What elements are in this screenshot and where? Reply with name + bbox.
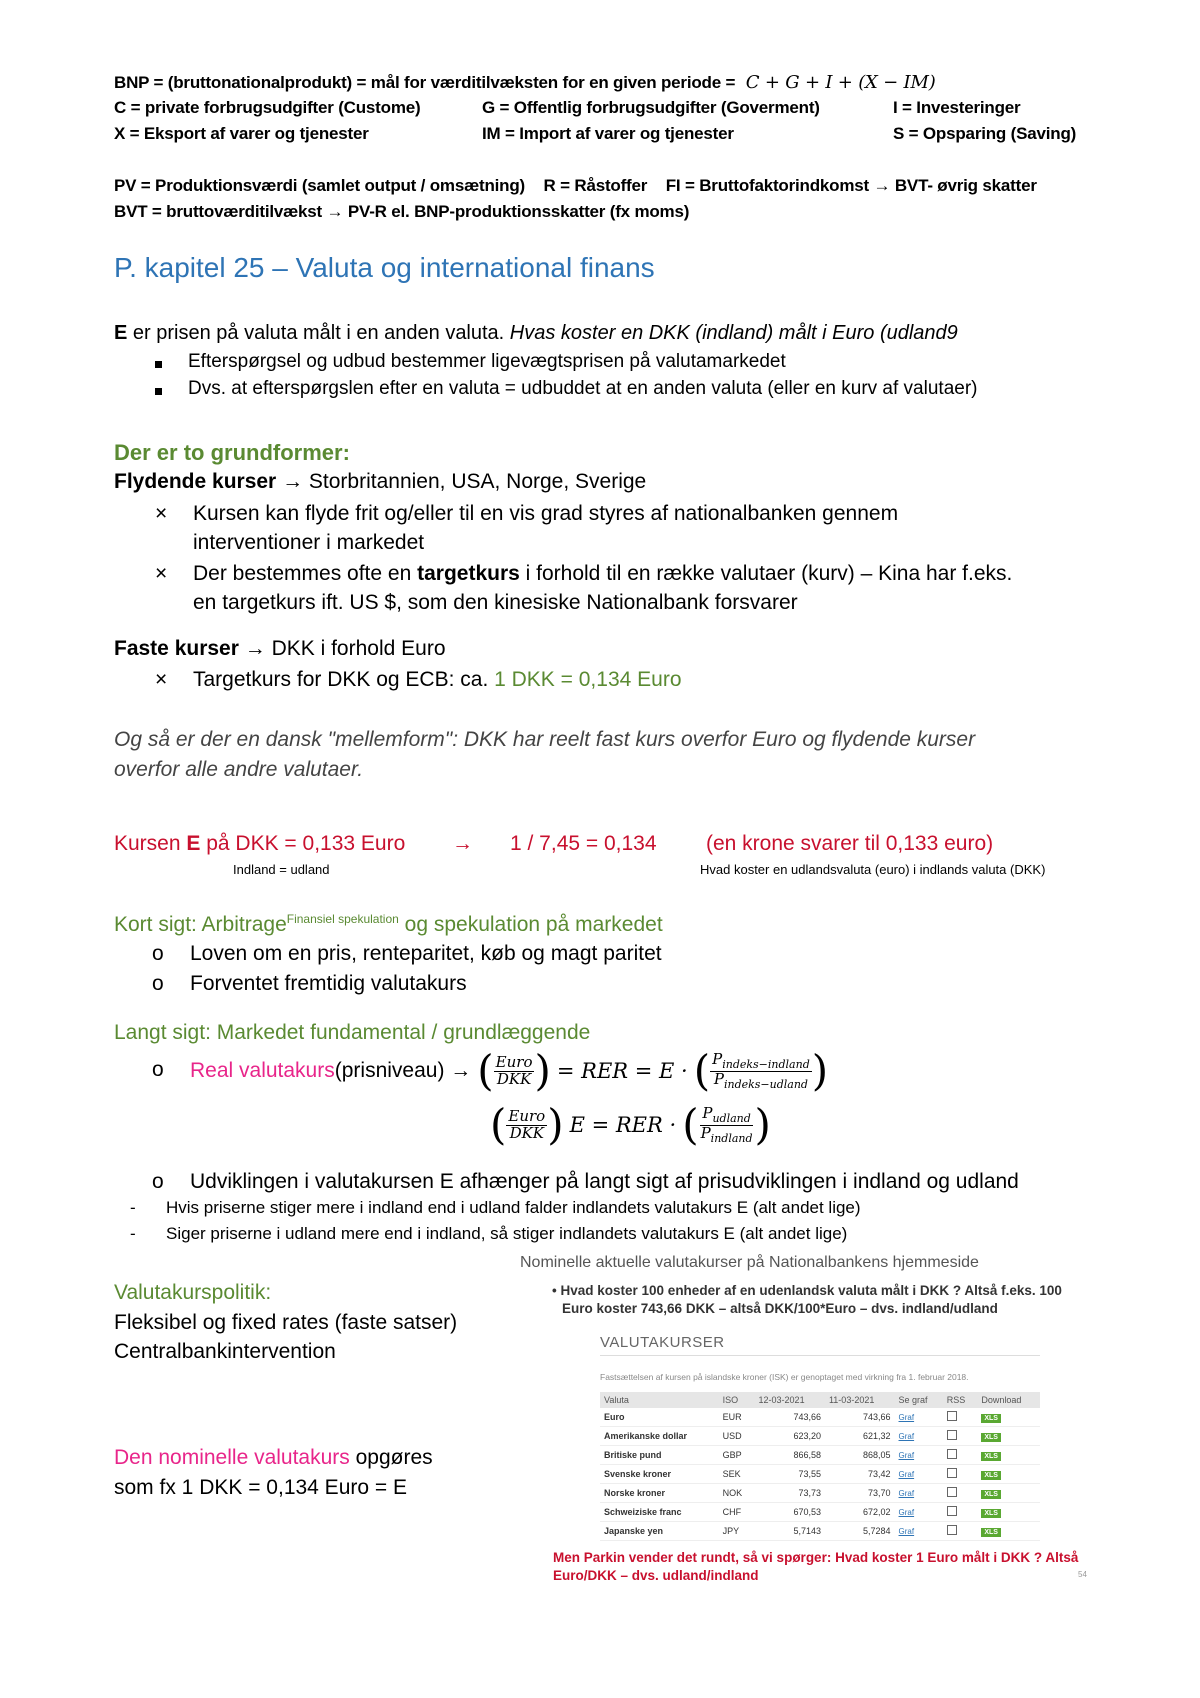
- rate-b: 672,02: [825, 1503, 895, 1522]
- faste-item-text: Targetkurs for DKK og ECB: ca.: [193, 668, 495, 691]
- kursen-sub-right: Hvad koster en udlandsvaluta (euro) i indlands valuta (DKK): [700, 862, 1046, 877]
- im-definition: IM = Import af varer og tjenester: [482, 124, 734, 143]
- s-definition: S = Opsparing (Saving): [893, 124, 1077, 143]
- nominel-rest: opgøres: [349, 1446, 433, 1469]
- currency-name: Amerikanske dollar: [600, 1427, 719, 1446]
- dash-bullet-icon: -: [130, 1198, 136, 1217]
- bnp-formula: C + G + I + (X − IM): [745, 72, 936, 93]
- flydende-line: [114, 470, 646, 494]
- flydende-item-1: Kursen kan flyde frit og/eller til en vis grad styres af nationalbanken gennem: [193, 502, 899, 525]
- cross-bullet-icon: ×: [155, 668, 168, 691]
- flydende-item-1-cont: interventioner i markedet: [193, 531, 425, 554]
- rate-b: 5,7284: [825, 1522, 895, 1541]
- flydende-item-2-b: i forhold til en række valutaer (kurv) – Kina har f.eks.: [519, 562, 1013, 585]
- rss-icon[interactable]: [947, 1411, 957, 1421]
- fi-definition: FI = Bruttofaktorindkomst: [665, 176, 869, 195]
- slide-bullet-2: Euro koster 743,66 DKK – altså DKK/100*Euro – dvs. indland/udland: [562, 1301, 998, 1316]
- intro-bullet-text: Dvs. at efterspørgslen efter en valuta = udbuddet at en anden valuta (eller en kurv af valutaer): [188, 378, 978, 399]
- col-rss: RSS: [943, 1392, 978, 1408]
- kursen-calc: 1 / 7,45 = 0,134: [510, 832, 657, 855]
- flydende-label: Flydende kurser: [114, 470, 277, 493]
- currency-iso: JPY: [719, 1522, 755, 1541]
- kursen-sub-left: Indland = udland: [233, 862, 330, 877]
- kort-sigt-b: og spekulation på markedet: [398, 913, 663, 936]
- rss-icon[interactable]: [947, 1430, 957, 1440]
- kursen-text: Kursen: [114, 832, 187, 855]
- graph-link[interactable]: Graf: [898, 1432, 915, 1441]
- rate-b: 73,42: [825, 1465, 895, 1484]
- real-valutakurs-rest: (prisniveau) →: [334, 1059, 472, 1082]
- rate-a: 5,7143: [755, 1522, 825, 1541]
- faste-line: [114, 637, 446, 661]
- kort-sigt-a: Kort sigt: Arbitrage: [114, 913, 287, 936]
- slide-title: Nominelle aktuelle valutakurser på Nationalbankens hjemmeside: [520, 1254, 979, 1271]
- panel-title: VALUTAKURSER: [600, 1334, 725, 1351]
- currency-name: Britiske pund: [600, 1446, 719, 1465]
- kursen-e: E: [186, 832, 201, 855]
- rss-icon[interactable]: [947, 1449, 957, 1459]
- graph-link[interactable]: Graf: [898, 1451, 915, 1460]
- currency-name: Svenske kroner: [600, 1465, 719, 1484]
- col-date-1: 12-03-2021: [755, 1392, 825, 1408]
- flydende-item-2-a: Der bestemmes ofte en: [193, 562, 418, 585]
- kort-sigt-heading: [114, 912, 663, 937]
- rss-icon[interactable]: [947, 1506, 957, 1516]
- table-row: [600, 1446, 1040, 1465]
- rate-a: 866,58: [755, 1446, 825, 1465]
- graph-link[interactable]: Graf: [898, 1470, 915, 1479]
- politik-heading: Valutakurspolitik:: [114, 1281, 272, 1304]
- currency-name: Norske kroner: [600, 1484, 719, 1503]
- currency-iso: GBP: [719, 1446, 755, 1465]
- faste-rest: → DKK i forhold Euro: [238, 637, 446, 660]
- intro-bullet: [155, 378, 977, 400]
- p-symbol: P: [702, 1103, 713, 1122]
- bvt-line: [114, 202, 689, 222]
- rss-icon[interactable]: [947, 1525, 957, 1535]
- rate-b: 868,05: [825, 1446, 895, 1465]
- dash-bullet-icon: -: [130, 1224, 136, 1243]
- rss-icon[interactable]: [947, 1487, 957, 1497]
- g-definition: G = Offentlig forbrugsudgifter (Goverment): [482, 98, 820, 117]
- currency-iso: SEK: [719, 1465, 755, 1484]
- xls-download-icon[interactable]: XLS: [981, 1509, 1001, 1518]
- bnp-definition: [114, 72, 936, 93]
- col-valuta: Valuta: [600, 1392, 719, 1408]
- real-valutakurs-formula: Real valutakurs (prisniveau) → ( $\frac{\text{Euro}}{\text{DKK}}$ ) = RER = E · ( $\frac{P_{indeks-indland}}{P_{indeks-udland}}$ ): [190, 1046, 829, 1095]
- cross-bullet-icon: ×: [155, 502, 168, 525]
- circle-bullet-icon: o: [152, 942, 164, 965]
- kort-sigt-item: Forventet fremtidig valutakurs: [190, 972, 467, 995]
- flydende-countries: → Storbritannien, USA, Norge, Sverige: [276, 470, 647, 493]
- kursen-value: på DKK = 0,133 Euro: [200, 832, 406, 855]
- xls-download-icon[interactable]: XLS: [981, 1433, 1001, 1442]
- xls-download-icon[interactable]: XLS: [981, 1528, 1001, 1537]
- graph-link[interactable]: Graf: [898, 1508, 915, 1517]
- mellemform-line-2: overfor alle andre valutaer.: [114, 758, 364, 781]
- r-definition: R = Råstoffer: [543, 176, 648, 195]
- slide-footer-2: Euro/DKK – dvs. udland/indland: [553, 1568, 759, 1583]
- euro-numerator: Euro: [495, 1052, 533, 1071]
- c-definition: C = private forbrugsudgifter (Custome): [114, 98, 421, 117]
- table-row: [600, 1503, 1040, 1522]
- xls-download-icon[interactable]: XLS: [981, 1471, 1001, 1480]
- p-symbol: P: [713, 1069, 724, 1088]
- fx-header-row: [600, 1392, 1040, 1408]
- p-indeks-indland-sub: indeks−indland: [722, 1057, 810, 1071]
- fx-table: [600, 1392, 1040, 1541]
- p-udland-sub: udland: [712, 1111, 751, 1125]
- currency-name: Euro: [600, 1408, 719, 1427]
- pv-line: [114, 176, 1037, 196]
- real-valutakurs-label: Real valutakurs: [190, 1059, 335, 1082]
- rate-b: 743,66: [825, 1408, 895, 1427]
- nominel-line-2: som fx 1 DKK = 0,134 Euro = E: [114, 1476, 407, 1499]
- p-symbol: P: [700, 1123, 711, 1142]
- col-iso: ISO: [719, 1392, 755, 1408]
- slide-page-number: 54: [1078, 1570, 1087, 1579]
- intro-bullet-text: Efterspørgsel og udbud bestemmer ligevægtsprisen på valutamarkedet: [188, 351, 786, 372]
- e-equation: E = RER ·: [569, 1113, 677, 1137]
- politik-line-1: Fleksibel og fixed rates (faste satser): [114, 1311, 458, 1334]
- dash-item-2: Siger priserne i udland mere end i indland, så stiger indlandets valutakurs E (alt andet lige): [166, 1224, 848, 1243]
- targetkurs-term: targetkurs: [417, 562, 520, 585]
- col-date-2: 11-03-2021: [825, 1392, 895, 1408]
- table-row: [600, 1408, 1040, 1427]
- langt-sigt-heading: Langt sigt: Markedet fundamental / grundlæggende: [114, 1021, 591, 1044]
- cross-bullet-icon: ×: [155, 562, 168, 585]
- currency-iso: EUR: [719, 1408, 755, 1427]
- slide-bullet-text: Hvad koster 100 enheder af en udenlandsk valuta målt i DKK ? Altså f.eks. 100: [560, 1283, 1062, 1298]
- graph-link[interactable]: Graf: [898, 1489, 915, 1498]
- currency-iso: CHF: [719, 1503, 755, 1522]
- right-arrow-icon: →: [452, 832, 473, 855]
- chapter-title: P. kapitel 25 – Valuta og international finans: [114, 252, 655, 283]
- rate-b: 621,32: [825, 1427, 895, 1446]
- slide-bullet: [552, 1283, 1062, 1298]
- e-text: er prisen på valuta målt i en anden valuta.: [127, 322, 510, 344]
- circle-bullet-icon: o: [152, 1170, 164, 1193]
- bnp-label: BNP = (bruttonationalprodukt) = mål for værditilvæksten for en given periode =: [114, 73, 736, 92]
- currency-name: Schweiziske franc: [600, 1503, 719, 1522]
- circle-bullet-icon: o: [152, 1058, 164, 1081]
- col-graf: Se graf: [895, 1392, 943, 1408]
- i-definition: I = Investeringer: [893, 98, 1021, 117]
- euro-numerator: Euro: [508, 1106, 546, 1125]
- table-row: [600, 1465, 1040, 1484]
- table-row: [600, 1427, 1040, 1446]
- xls-download-icon[interactable]: XLS: [981, 1452, 1001, 1461]
- faste-item-rate: 1 DKK = 0,134 Euro: [494, 668, 682, 691]
- politik-line-2: Centralbankintervention: [114, 1340, 336, 1363]
- bvt-definition: BVT = bruttoværditilvækst: [114, 202, 323, 221]
- e-italic-question: Hvas koster en DKK (indland) målt i Euro (udland9: [509, 322, 958, 344]
- fx-table-wrap: [600, 1392, 1040, 1541]
- rss-icon[interactable]: [947, 1468, 957, 1478]
- currency-name: Japanske yen: [600, 1522, 719, 1541]
- currency-iso: NOK: [719, 1484, 755, 1503]
- panel-divider: [600, 1355, 1040, 1356]
- slide-bullet-dot: •: [552, 1283, 557, 1298]
- col-download: Download: [977, 1392, 1040, 1408]
- rer-equation: = RER = E ·: [556, 1059, 688, 1083]
- p-symbol: P: [712, 1049, 723, 1068]
- kort-sigt-sup: Finansiel spekulation: [286, 912, 399, 926]
- rate-a: 73,55: [755, 1465, 825, 1484]
- rate-a: 623,20: [755, 1427, 825, 1446]
- nominel-label: Den nominelle valutakurs: [114, 1446, 350, 1469]
- rate-b: 73,70: [825, 1484, 895, 1503]
- slide-footer-1: Men Parkin vender det rundt, så vi spørger: Hvad koster 1 Euro målt i DKK ? Altså: [553, 1550, 1079, 1565]
- table-row: [600, 1522, 1040, 1541]
- square-bullet-icon: [155, 388, 162, 395]
- faste-item: [193, 668, 682, 692]
- table-row: [600, 1484, 1040, 1503]
- e-definition: [114, 322, 958, 345]
- faste-label: Faste kurser: [114, 637, 239, 660]
- dkk-denominator: DKK: [496, 1069, 532, 1088]
- dash-item-1: Hvis priserne stiger mere i indland end i udland falder indlandets valutakurs E (alt andet lige): [166, 1198, 861, 1217]
- graph-link[interactable]: Graf: [898, 1413, 915, 1422]
- e-symbol: E: [114, 322, 128, 344]
- currency-iso: USD: [719, 1427, 755, 1446]
- graph-link[interactable]: Graf: [898, 1527, 915, 1536]
- flydende-item-2: [193, 562, 1012, 586]
- square-bullet-icon: [155, 361, 162, 368]
- bvt-arrow-text: → PV-R el. BNP-produktionsskatter (fx moms): [326, 202, 690, 221]
- mellemform-line-1: Og så er der en dansk "mellemform": DKK har reelt fast kurs overfor Euro og flydende kurser: [114, 728, 976, 751]
- p-indland-sub: indland: [710, 1131, 753, 1145]
- grundformer-heading: Der er to grundformer:: [114, 440, 350, 465]
- rer-formula-2: ( $\frac{\text{Euro}}{\text{DKK}}$ ) E = RER · ( $\frac{P_{udland}}{P_{indland}}$ ): [490, 1100, 771, 1149]
- kort-sigt-item: Loven om en pris, renteparitet, køb og magt paritet: [190, 942, 662, 965]
- rate-a: 73,73: [755, 1484, 825, 1503]
- x-definition: X = Eksport af varer og tjenester: [114, 124, 369, 143]
- circle-bullet-icon: o: [152, 972, 164, 995]
- intro-bullet: [155, 351, 786, 373]
- xls-download-icon[interactable]: XLS: [981, 1414, 1001, 1423]
- udvikling-text: Udviklingen i valutakursen E afhænger på langt sigt af prisudviklingen i indland og udland: [190, 1170, 1019, 1193]
- rate-a: 743,66: [755, 1408, 825, 1427]
- kursen-line: [114, 832, 405, 856]
- kursen-note: (en krone svarer til 0,133 euro): [706, 832, 994, 855]
- rate-a: 670,53: [755, 1503, 825, 1522]
- flydende-item-2-cont: en targetkurs ift. US $, som den kinesiske Nationalbank forsvarer: [193, 591, 798, 614]
- p-indeks-udland-sub: indeks−udland: [723, 1077, 808, 1091]
- pv-definition: PV = Produktionsværdi (samlet output / omsætning): [114, 176, 525, 195]
- dkk-denominator: DKK: [509, 1123, 545, 1142]
- nominel-line-1: [114, 1446, 433, 1470]
- fi-arrow-text: → BVT- øvrig skatter: [873, 176, 1037, 195]
- xls-download-icon[interactable]: XLS: [981, 1490, 1001, 1499]
- panel-note: Fastsættelsen af kursen på islandske kroner (ISK) er genoptaget med virkning fra 1. februar 2018.: [600, 1372, 969, 1382]
